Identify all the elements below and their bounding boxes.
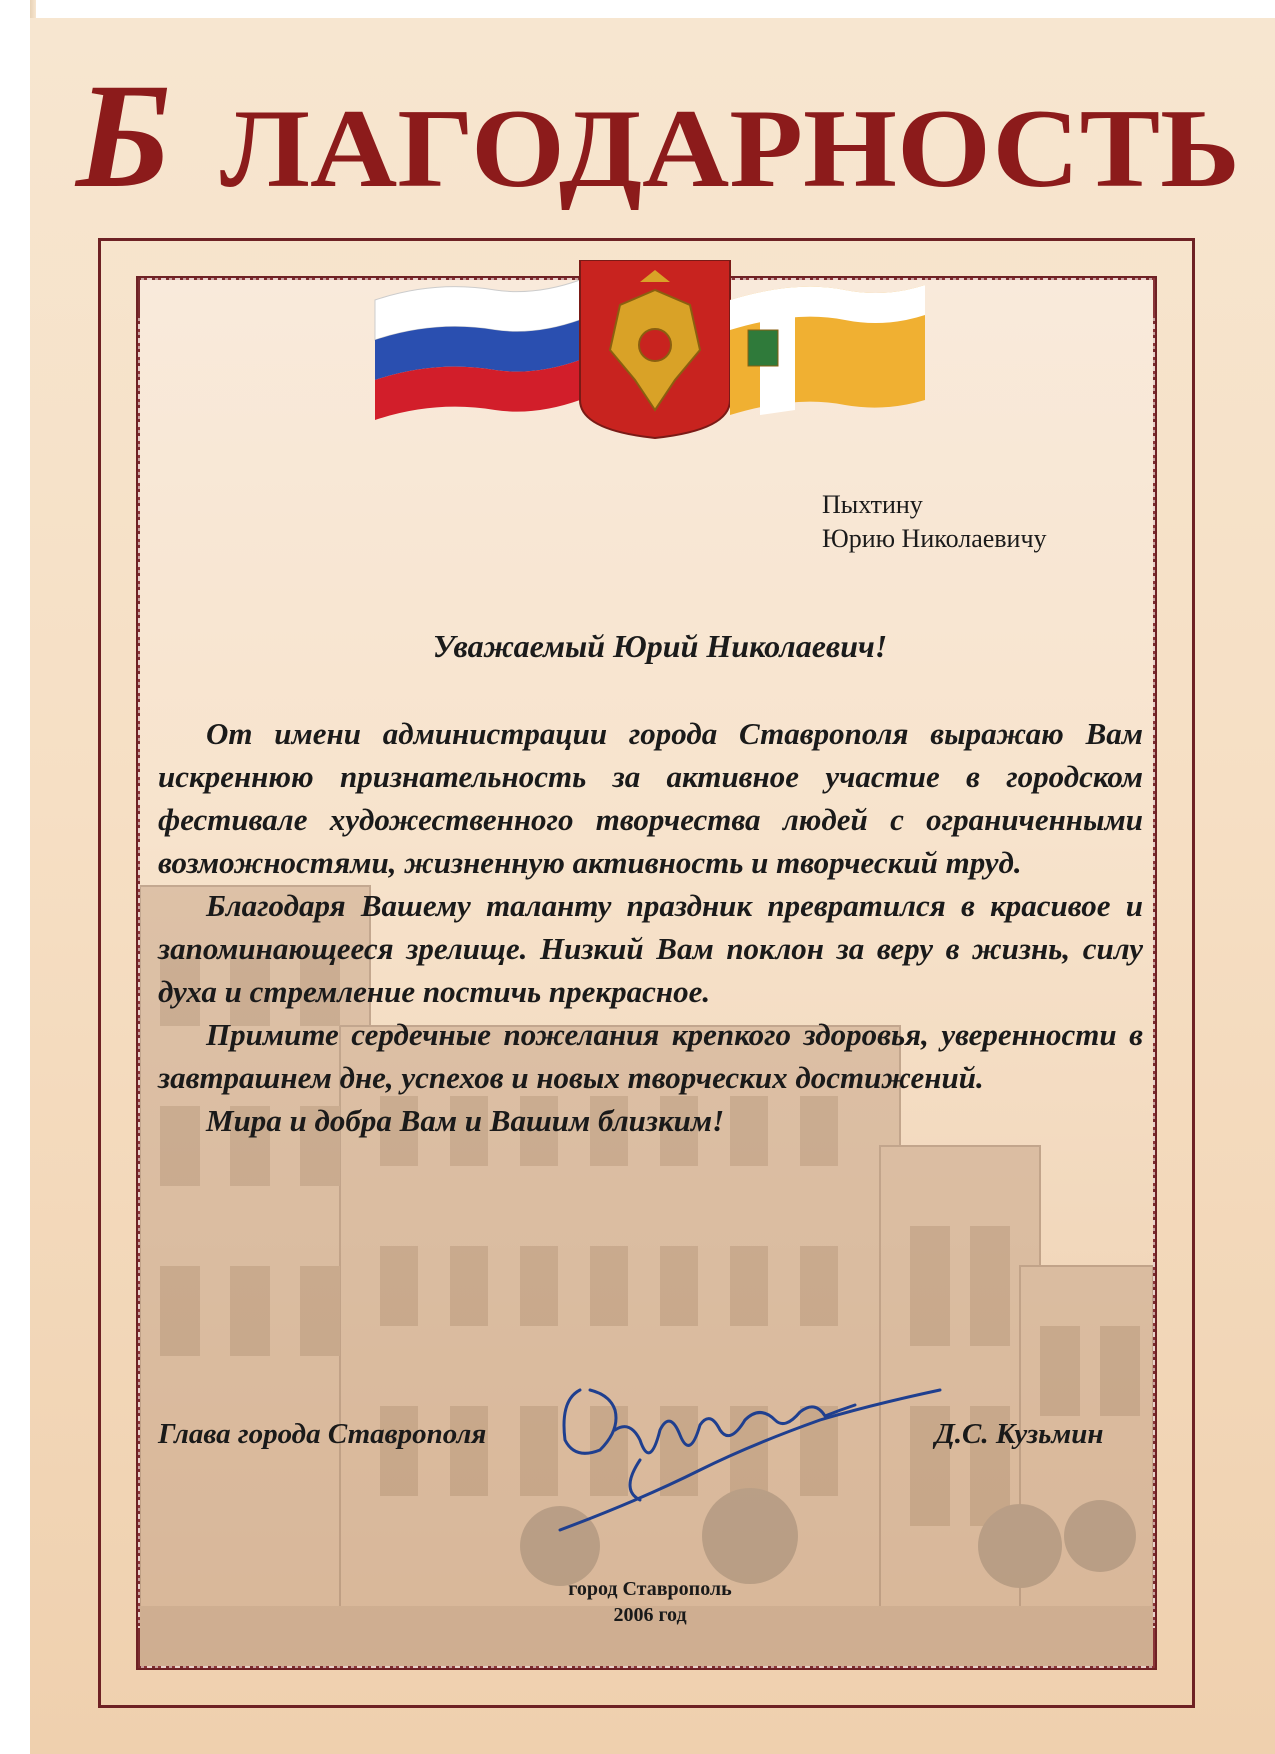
coat-of-arms-icon [580,260,730,438]
recipient-name: Юрию Николаевичу [822,524,1047,553]
title-initial: Б [76,58,172,219]
signer-name: Д.С. Кузьмин [935,1418,1104,1450]
recipient-surname: Пыхтину [822,490,923,519]
paragraph-2: Благодаря Вашему таланту праздник превратился в красивое и запоминающееся зрелище. Низкий Вам поклон за веру в жизнь, силу духа и стремление постичь прекрасное. [158,888,1143,1009]
certificate-title [70,58,1250,238]
recipient-block [822,488,1047,556]
footer-city: город Ставрополь [568,1578,732,1600]
paragraph-1: От имени администрации города Ставрополя выражаю Вам искреннюю признательность за активное участие в городском фестивале художественного творчества людей с ограниченными возможностями, жизненную активность и творческий труд. [158,716,1143,880]
flags-and-emblem [365,260,935,450]
salutation: Уважаемый Юрий Николаевич! [432,628,888,664]
stavropol-flag-icon [730,285,925,415]
footer-year: 2006 год [613,1604,687,1626]
paragraph-4: Мира и добра Вам и Вашим близким! [206,1103,725,1138]
paragraph-3: Примите сердечные пожелания крепкого здоровья, уверенности в завтрашнем дне, успехов и новых творческих достижений. [158,1017,1143,1095]
letter-body [158,712,1143,1142]
russian-flag-icon [375,280,580,420]
footer [450,1576,850,1628]
signer-title: Глава города Ставрополя [158,1418,487,1450]
title-rest: ЛАГОДАРНОСТЬ [220,87,1240,211]
signature-mark [520,1350,950,1550]
